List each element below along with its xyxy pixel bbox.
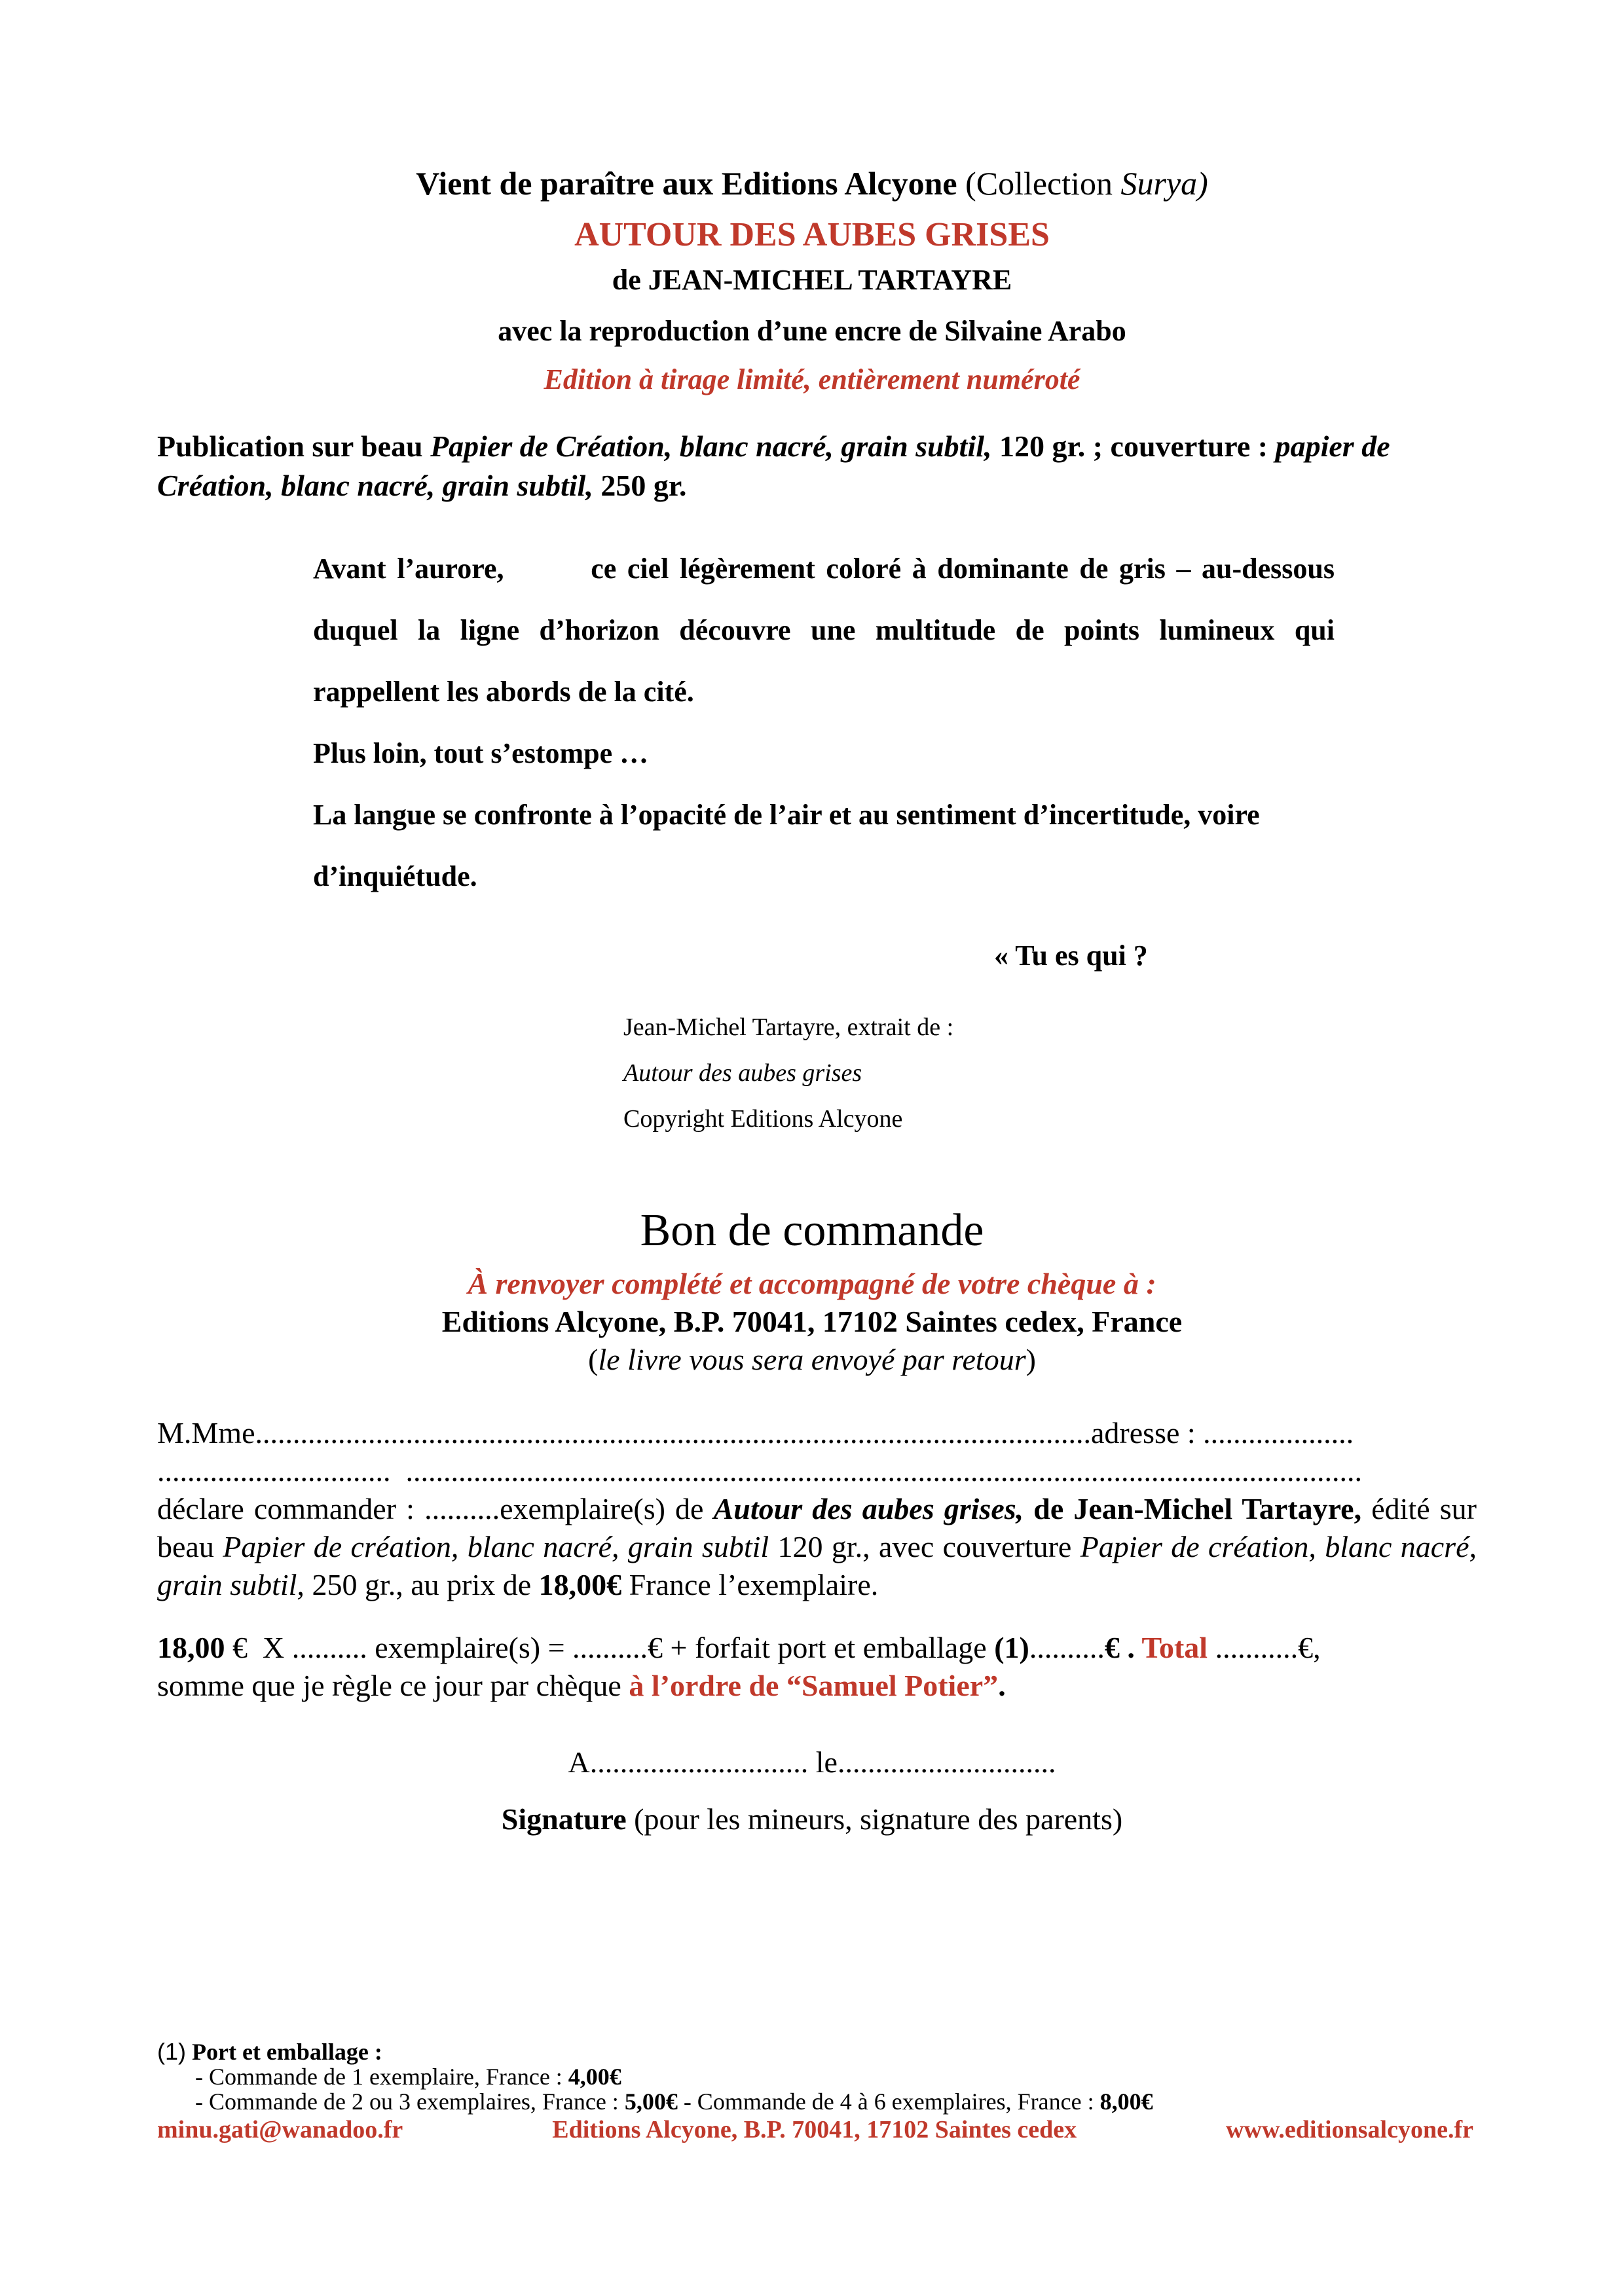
payee: à l’ordre de “Samuel Potier” — [629, 1669, 999, 1702]
footnote-item-3-text: - Commande de 4 à 6 exemplaires, France : — [677, 2088, 1100, 2115]
footer-publisher: Editions Alcyone, B.P. 70041, 17102 Saintes cedex — [552, 2116, 1077, 2143]
footnote-item-3-price: 8,00€ — [1099, 2088, 1153, 2115]
address-label: adresse : — [1091, 1416, 1204, 1449]
declare-cover-weight: 250 gr., au prix de — [304, 1568, 539, 1601]
page-footer — [157, 2113, 1473, 2146]
place-date-field[interactable]: A............................. le............................. — [568, 1745, 1056, 1779]
calc-euro: € — [232, 1631, 248, 1664]
signature-note: (pour les mineurs, signature des parents) — [626, 1802, 1123, 1836]
excerpt-paragraph-2: Plus loin, tout s’estompe … — [313, 737, 649, 769]
declare-author: de Jean-Michel Tartayre, — [1024, 1492, 1362, 1525]
calc-price: 18,00 — [157, 1631, 232, 1664]
footer-email-link[interactable]: minu.gati@wanadoo.fr — [157, 2116, 403, 2143]
name-label: M.Mme — [157, 1416, 255, 1449]
announcement-text: Vient de paraître aux Editions Alcyone — [416, 165, 957, 202]
cover-weight: 250 gr. — [593, 469, 687, 502]
footnote-item-2-price: 5,00€ — [624, 2088, 678, 2115]
collection-name: Surya) — [1120, 165, 1208, 202]
footnote-item-1-text: - Commande de 1 exemplaire, France : — [195, 2064, 568, 2090]
total-label: Total — [1134, 1631, 1215, 1664]
excerpt-credit — [623, 1004, 953, 1142]
excerpt-quote: « Tu es qui ? — [994, 939, 1148, 972]
address-field[interactable]: .................... — [1203, 1416, 1354, 1449]
edition-line: Edition à tirage limité, entièrement numéroté — [544, 363, 1080, 395]
credit-copyright: Copyright Editions Alcyone — [623, 1105, 903, 1133]
signature-line — [157, 1800, 1467, 1838]
footnote-item-2 — [195, 2089, 1153, 2114]
calc-footnote-ref: (1) — [994, 1631, 1029, 1664]
order-form-title: Bon de commande — [640, 1205, 984, 1256]
paper-description: Papier de Création, blanc nacré, grain subtil, — [430, 429, 992, 463]
order-note-text: le livre vous sera envoyé par retour — [598, 1343, 1026, 1376]
book-announcement — [157, 162, 1467, 398]
declare-label: déclare commander : — [157, 1492, 425, 1525]
declare-cover-paper: Papier de création, blanc nacré, grain subtil, — [157, 1530, 1477, 1601]
calculation — [157, 1629, 1477, 1705]
declare-book-title: Autour des aubes grises, — [713, 1492, 1024, 1525]
collection-open: (Collection — [965, 165, 1121, 202]
paper-weight: 120 gr. ; couverture : — [991, 429, 1276, 463]
footnote-title: Port et emballage : — [192, 2039, 382, 2065]
credit-author: Jean-Michel Tartayre, extrait de : — [623, 1013, 954, 1041]
declare-paper: Papier de création, blanc nacré, grain subtil — [223, 1530, 769, 1563]
declare-mid: exemplaire(s) de — [500, 1492, 714, 1525]
address-field-2a[interactable]: ............................... — [157, 1454, 391, 1487]
author-line: de JEAN-MICHEL TARTAYRE — [612, 264, 1012, 296]
order-note-close: ) — [1025, 1343, 1036, 1376]
address-field-2b[interactable]: ............................................................................................................................... — [405, 1454, 1362, 1487]
signature-label: Signature — [501, 1802, 627, 1836]
calc-quantity[interactable]: X .......... exemplaire(s) = ..........€ + forfait port et emballage — [248, 1631, 995, 1664]
unit-price: 18,00€ — [538, 1568, 622, 1601]
excerpt-paragraph-3: La langue se confronte à l’opacité de l’air et au sentiment d’incertitude, voire d’inquiétude. — [313, 799, 1260, 892]
excerpt-paragraph-1: Avant l’aurore, ce ciel légèrement coloré à dominante de gris – au-dessous duquel la ligne d’horizon découvre une multitude de points lumineux qui rappellent les abords de la cité. — [313, 553, 1342, 708]
declaration — [157, 1490, 1477, 1604]
announcement-line — [157, 162, 1467, 204]
order-instruction: À renvoyer complété et accompagné de votre chèque à : — [468, 1267, 1156, 1300]
declare-weight: 120 gr., avec couverture — [769, 1530, 1080, 1563]
quantity-field[interactable]: .......... — [424, 1492, 500, 1525]
edited-prefix: édité sur beau — [157, 1492, 1477, 1563]
calc-euro-2: € . — [1104, 1631, 1135, 1664]
name-address-line — [157, 1414, 1477, 1452]
footer-website-link[interactable]: www.editionsalcyone.fr — [1226, 2116, 1473, 2143]
order-address: Editions Alcyone, B.P. 70041, 17102 Saintes cedex, France — [441, 1305, 1183, 1338]
footnote-item-1 — [195, 2064, 1153, 2089]
illustration-line: avec la reproduction d’une encre de Silvaine Arabo — [498, 315, 1126, 347]
footnote-item-1-price: 4,00€ — [568, 2064, 621, 2090]
shipping-field[interactable]: .......... — [1029, 1631, 1105, 1664]
book-excerpt — [313, 538, 1342, 972]
order-form — [157, 1414, 1477, 1705]
cheque-end: . — [998, 1669, 1006, 1702]
credit-title: Autour des aubes grises — [623, 1059, 862, 1087]
shipping-footnote — [157, 2039, 1153, 2114]
address-line-2 — [157, 1452, 1477, 1490]
cover-paper-description: papier de Création, blanc nacré, grain subtil, — [157, 429, 1390, 502]
publication-prefix: Publication sur beau — [157, 429, 431, 463]
order-instructions — [157, 1265, 1467, 1379]
price-suffix: France l’exemplaire. — [621, 1568, 879, 1601]
footnote-heading — [157, 2039, 1153, 2064]
publication-details — [157, 427, 1490, 505]
cheque-prefix: somme que je règle ce jour par chèque — [157, 1669, 629, 1702]
order-note — [157, 1341, 1467, 1379]
order-note-open: ( — [588, 1343, 599, 1376]
total-field[interactable]: ...........€, — [1215, 1631, 1321, 1664]
footnote-number: (1) — [157, 2038, 186, 2065]
book-title: AUTOUR DES AUBES GRISES — [574, 216, 1050, 253]
footnote-item-2-text: - Commande de 2 ou 3 exemplaires, France : — [195, 2088, 625, 2115]
name-field[interactable]: ............................................................................................................... — [255, 1416, 1091, 1449]
